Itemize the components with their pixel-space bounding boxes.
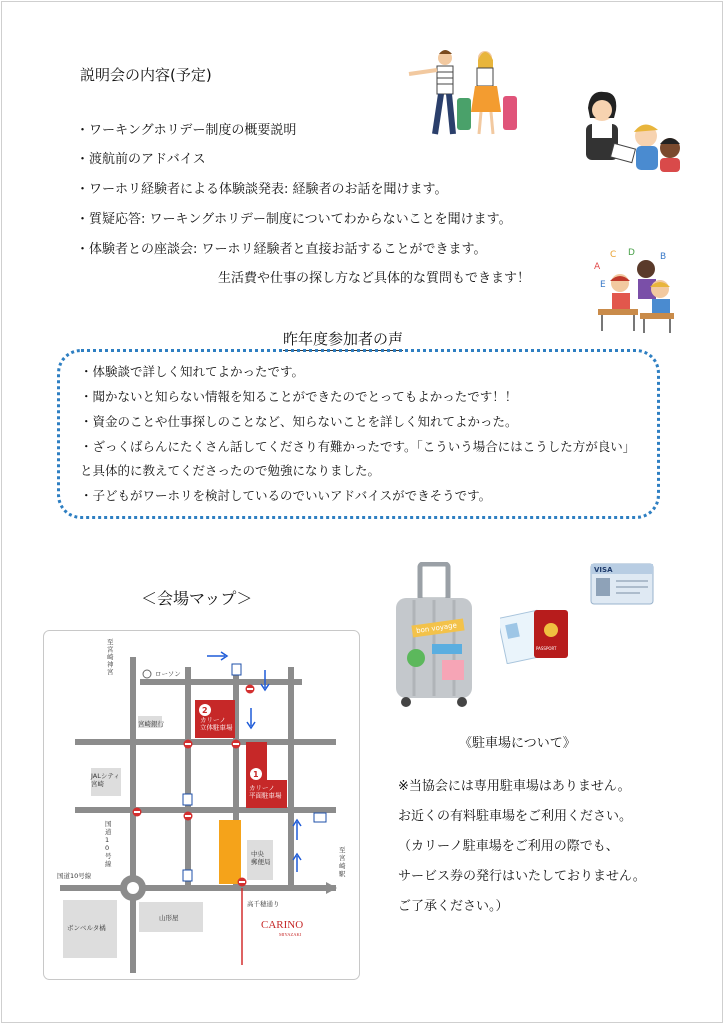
parking-line: お近くの有料駐車場をご利用ください。 — [398, 809, 633, 824]
program-item: ・渡航前のアドバイス — [76, 152, 206, 167]
voice-item: ・子どもがワーホリを検討しているのでいいアドバイスができそうです。 — [80, 488, 492, 503]
map-label-parking-1: カリーノ平面駐車場 — [249, 784, 282, 800]
map-carino-logo: CARINO — [261, 919, 304, 931]
map-label-bank: 宮崎銀行 — [138, 720, 164, 728]
program-item: ・ワーキングホリデー制度の概要説明 — [76, 123, 297, 138]
program-item: ・ワーホリ経験者による体験談発表: 経験者のお話を聞けます。 — [76, 182, 448, 197]
map-label-kokudo-horizontal: 国道10号線 — [57, 872, 92, 880]
map-label-yamakataya: 山形屋 — [159, 914, 179, 922]
map-label-lawson: ローソン — [155, 670, 181, 678]
svg-text:C: C — [610, 250, 617, 260]
venue-map — [43, 630, 360, 980]
map-carino-sub: MIYAZAKI — [279, 932, 302, 937]
map-label-post: 中央郵便局 — [251, 850, 271, 866]
map-label-pompelka: ボンベルタ橘 — [67, 924, 106, 932]
parking-line: ご了承ください。） — [398, 899, 509, 914]
map-label-parking-2: カリーノ立体駐車場 — [200, 716, 233, 732]
map-label-jal: JALシティ宮崎 — [91, 772, 120, 788]
program-note: 生活費や仕事の探し方など具体的な質問もできます！ — [218, 271, 531, 286]
passport-text: PASSPORT — [536, 646, 557, 651]
parking-line: サービス券の発行はいたしておりません。 — [398, 869, 646, 884]
voices-title: 昨年度参加者の声 — [283, 328, 403, 351]
voice-item: ・資金のことや仕事探しのことなど、知らないことを詳しく知れてよかった。 — [80, 414, 518, 429]
map-label-sanmiya: 至宮崎神宮 — [107, 638, 114, 676]
program-item: ・質疑応答: ワーキングホリデー制度についてわからないことを聞けます。 — [76, 212, 512, 227]
map-carino-bldg — [219, 820, 241, 884]
parking-title: 《駐車場について》 — [459, 736, 576, 751]
presenter-illustration — [574, 88, 684, 176]
map-label-kokudo-vertical: 国道 1 0 号線 — [105, 820, 112, 868]
map-roundabout-center — [127, 882, 139, 894]
passport-illustration — [500, 606, 572, 664]
voice-item: ・ざっくばらんにたくさん話してくださり有難かったです。「こういう場合にはこうした方が良い」 — [80, 439, 636, 454]
svg-text:B: B — [660, 252, 667, 262]
classroom-illustration — [590, 247, 678, 335]
parking-line: ※当協会には専用駐車場はありません。 — [398, 779, 631, 794]
map-label-n1: 1 — [253, 770, 259, 779]
visa-card-illustration — [590, 563, 654, 605]
suitcase-illustration — [392, 562, 476, 710]
travelers-illustration — [405, 46, 523, 140]
voice-item: と具体的に教えてくださったので勉強になりました。 — [80, 463, 381, 478]
svg-text:A: A — [594, 262, 601, 272]
program-title: 説明会の内容(予定) — [80, 66, 212, 84]
parking-line: （カリーノ駐車場をご利用の際でも、 — [398, 839, 619, 854]
map-title: ＜会場マップ＞ — [141, 589, 253, 608]
svg-text:D: D — [628, 248, 635, 258]
map-lawson-marker — [143, 670, 151, 678]
luggage-tag-text: bon voyage — [415, 621, 458, 636]
voice-item: ・聞かないと知らない情報を知ることができたのでとってもよかったです！！ — [80, 389, 518, 404]
map-label-takachiho: 高千穂通り — [247, 900, 280, 908]
program-item: ・体験者との座談会: ワーホリ経験者と直接お話することができます。 — [76, 242, 487, 257]
map-label-miyazaki-station: 至宮崎駅 — [339, 846, 346, 878]
visa-card-text: VISA — [594, 566, 613, 574]
map-label-n2: 2 — [202, 706, 208, 715]
svg-text:E: E — [600, 280, 606, 290]
voice-item: ・体験談で詳しく知れてよかったです。 — [80, 364, 305, 379]
